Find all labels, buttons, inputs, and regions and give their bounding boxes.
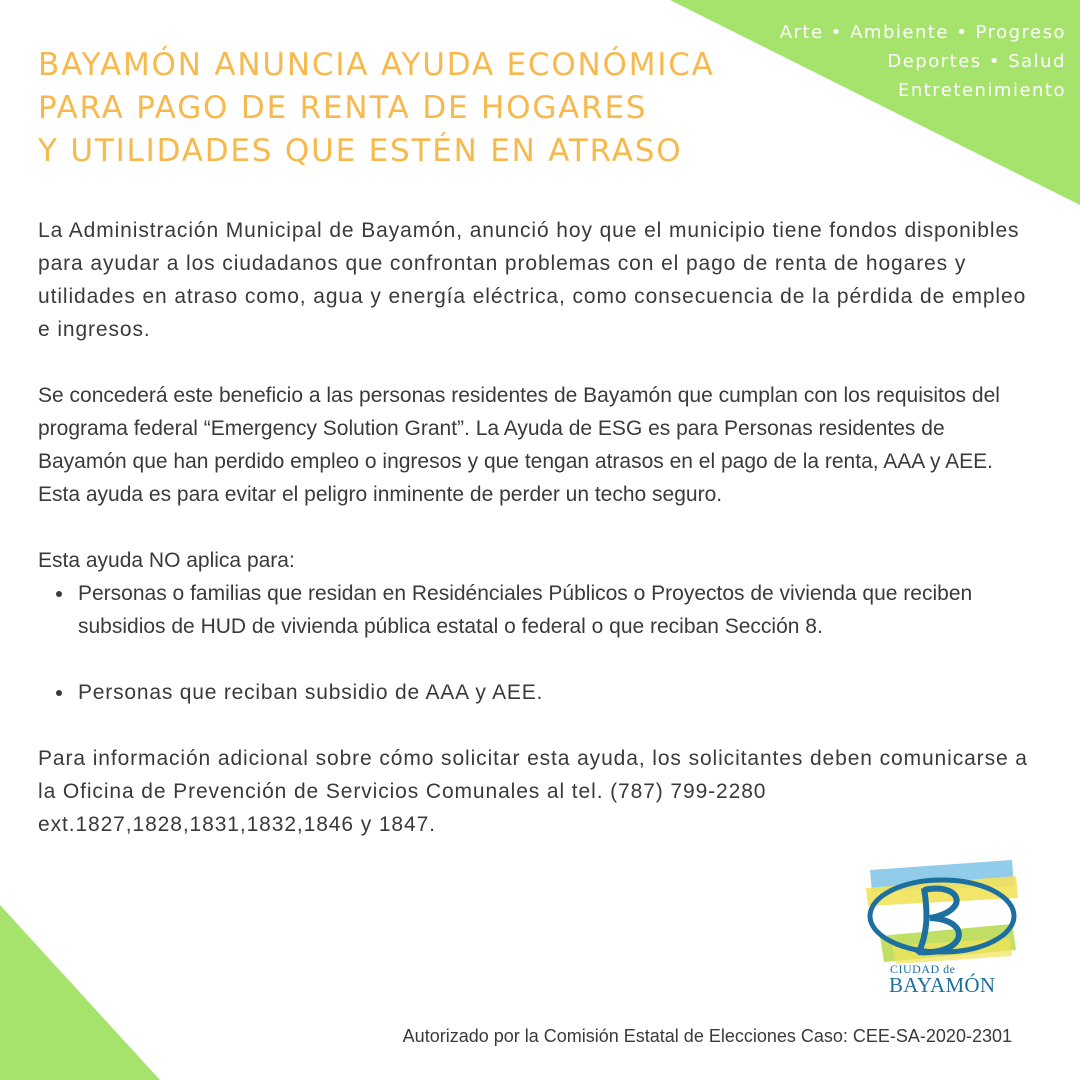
tagline-line-1: Arte • Ambiente • Progreso: [779, 22, 1066, 43]
list-item: Personas que reciban subsidio de AAA y AEE.: [78, 676, 1038, 709]
not-applicable-list: [38, 577, 1038, 709]
logo-text-ciudad: CIUDAD de: [890, 962, 956, 976]
intro-paragraph: La Administración Municipal de Bayamón, anunció hoy que el municipio tiene fondos disponibles para ayudar a los ciudadanos que confrontan problemas con el pago de renta de hogares y utilidades en atraso como, agua y energía eléctrica, como consecuencia de la pérdida de empleo e ingresos.: [38, 219, 1027, 341]
headline: [38, 44, 715, 173]
authorization-footer: Autorizado por la Comisión Estatal de Elecciones Caso: CEE-SA-2020-2301: [402, 1026, 1012, 1046]
list-item: Personas o familias que residan en Residénciales Públicos o Proyectos de vivienda que reciben subsidios de HUD de vivienda pública estatal o federal o que reciban Sección 8.: [78, 577, 1038, 643]
tagline-line-2: Deportes • Salud: [887, 51, 1066, 72]
not-applicable-heading: Esta ayuda NO aplica para:: [38, 549, 295, 572]
announcement-body: [38, 214, 1038, 841]
logo-text-bayamon: BAYAMÓN: [889, 973, 996, 997]
eligibility-paragraph: Se concederá este beneficio a las personas residentes de Bayamón que cumplan con los requisitos del programa federal “Emergency Solution Grant”. La Ayuda de ESG es para Personas residentes de Bayamón que han perdido empleo o ingresos y que tengan atrasos en el pago de la renta, AAA y AEE. Esta ayuda es para evitar el peligro inminente de perder un techo seguro.: [38, 384, 1000, 506]
tagline: [780, 18, 1066, 105]
headline-line-1: BAYAMÓN ANUNCIA AYUDA ECONÓMICA: [38, 47, 715, 83]
headline-line-2: PARA PAGO DE RENTA DE HOGARES: [38, 90, 648, 126]
bottom-left-green-triangle: [0, 905, 160, 1080]
contact-paragraph: Para información adicional sobre cómo solicitar esta ayuda, los solicitantes deben comunicarse a la Oficina de Prevención de Servicios Comunales al tel. (787) 799-2280 ext.1827,1828,1831,1832,1846 y 1847.: [38, 747, 1028, 836]
headline-line-3: Y UTILIDADES QUE ESTÉN EN ATRASO: [38, 133, 683, 169]
tagline-line-3: Entretenimiento: [897, 80, 1066, 101]
